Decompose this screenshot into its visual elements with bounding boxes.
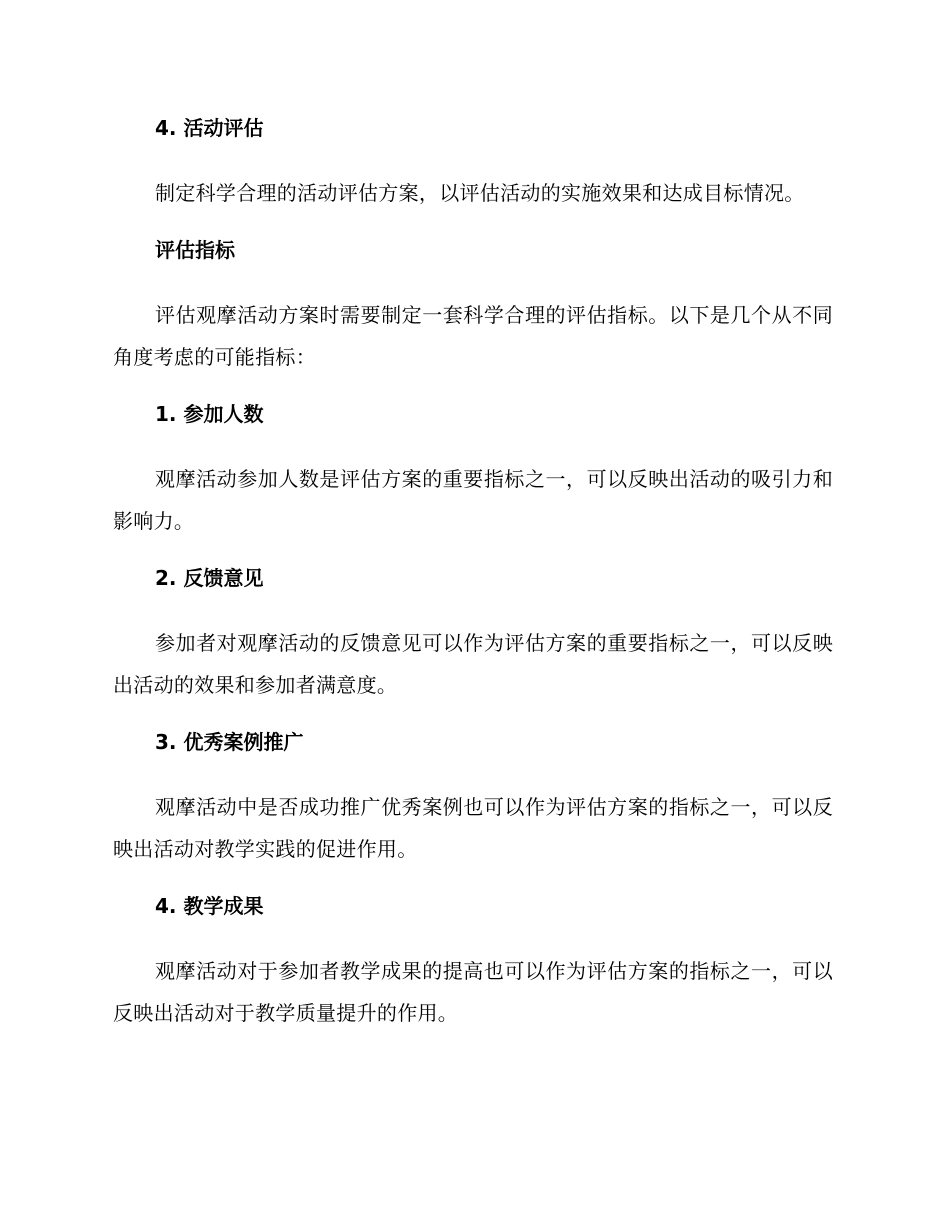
section-paragraph: 参加者对观摩活动的反馈意见可以作为评估方案的重要指标之一，可以反映出活动的效果和参加者满意度。 <box>113 631 833 697</box>
section-heading-teaching-results: 4. 教学成果 <box>155 894 264 918</box>
spacer <box>113 542 833 562</box>
spacer <box>113 758 833 786</box>
spacer <box>113 214 833 234</box>
section-heading-excellent-cases: 3. 优秀案例推广 <box>155 730 304 754</box>
section-heading-participants: 1. 参加人数 <box>155 402 264 426</box>
spacer <box>113 594 833 622</box>
spacer <box>113 430 833 458</box>
section-heading-evaluation-indicators: 评估指标 <box>155 238 235 262</box>
section-paragraph: 观摩活动参加人数是评估方案的重要指标之一，可以反映出活动的吸引力和影响力。 <box>113 467 833 533</box>
section-paragraph: 观摩活动对于参加者教学成果的提高也可以作为评估方案的指标之一，可以反映出活动对于教学质量提升的作用。 <box>113 959 833 1025</box>
section-paragraph: 评估观摩活动方案时需要制定一套科学合理的评估指标。以下是几个从不同角度考虑的可能指标： <box>113 303 833 369</box>
spacer <box>113 706 833 726</box>
section-paragraph: 制定科学合理的活动评估方案，以评估活动的实施效果和达成目标情况。 <box>155 181 805 205</box>
spacer <box>113 144 833 172</box>
section-heading-activity-evaluation: 4. 活动评估 <box>155 116 264 140</box>
spacer <box>113 266 833 294</box>
spacer <box>113 870 833 890</box>
document-body <box>113 112 833 1034</box>
section-heading-feedback: 2. 反馈意见 <box>155 566 264 590</box>
section-paragraph: 观摩活动中是否成功推广优秀案例也可以作为评估方案的指标之一，可以反映出活动对教学实践的促进作用。 <box>113 795 833 861</box>
spacer <box>113 378 833 398</box>
spacer <box>113 922 833 950</box>
